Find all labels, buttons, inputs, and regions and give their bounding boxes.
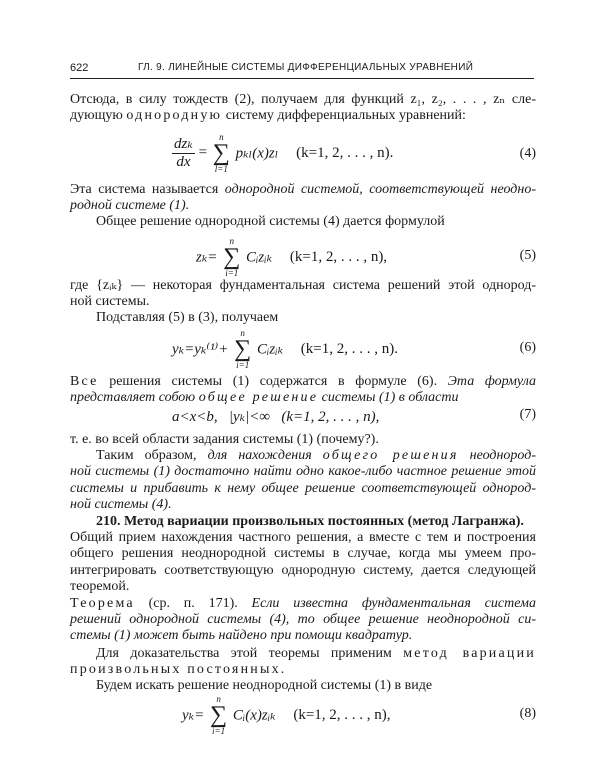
summation-sign: n ∑ i=1 (210, 694, 228, 736)
equation-8: yₖ= n ∑ i=1 Cᵢ(x)zᵢₖ (k=1, 2, . . . , n), (8) (182, 694, 536, 736)
text-line: ной системы (4). (70, 496, 172, 512)
running-header (70, 60, 534, 76)
summation-sign: n ∑ i=1 (234, 328, 252, 370)
page-number: 622 (70, 62, 89, 74)
text-line: ной системы (1) достаточно найти одно какое-либо частное решение этой (70, 464, 536, 480)
text-line: Теорема (ср. п. 171). Если известна фундаментальная система (70, 596, 536, 611)
equation-number: (8) (519, 706, 536, 721)
equation-6: yₖ=yₖ⁽¹⁾+ n ∑ i=1 Cᵢzᵢₖ (k=1, 2, . . . , n). (6) (172, 328, 536, 370)
theorem (70, 596, 536, 645)
text-line: общего решения неоднородной системы в случае, когда мы умеем про- (70, 546, 536, 562)
section-210 (70, 514, 536, 595)
equation-7: a<x<b, |yₖ|<∞ (k=1, 2, . . . , n), (7) (172, 407, 536, 425)
text-line: стемы (1) может быть найдено при помощи квадратур. (70, 628, 413, 644)
text-line: Подставляя (5) в (3), получаем (96, 310, 279, 326)
text-line: родной системе (1). (70, 198, 190, 214)
running-title: ГЛ. 9. ЛИНЕЙНЫЕ СИСТЕМЫ ДИФФЕРЕНЦИАЛЬНЫХ УРАВНЕНИЙ (138, 62, 474, 73)
derivative-fraction: $\frac{\text{dzₖ}}{dx}$ (174, 135, 193, 170)
text-line: Эта система называется однородной системой, соответствующей неодно- (70, 182, 536, 197)
paragraph-all-solutions (70, 374, 536, 406)
paragraph-homogeneous (70, 182, 536, 231)
paragraph-intro (70, 92, 536, 124)
equation-4: $\frac{\text{dzₖ}}{dx}$ = n ∑ l=1 pₖₗ(x)zₗ (k=1, 2, . . . , n). (4) (174, 132, 536, 174)
summation-sign: n ∑ i=1 (223, 236, 241, 278)
equation-number: (5) (519, 248, 536, 263)
text-line: т. е. во всей области задания системы (1) (почему?). (70, 432, 379, 447)
equation-number: (6) (519, 340, 536, 355)
text-line: дующую однородную систему дифференциальных уравнений: (70, 108, 466, 124)
proof-intro (70, 646, 536, 695)
paragraph-conclusion (70, 432, 536, 513)
text-line: Для доказательства этой теоремы применим метод вариации (96, 646, 536, 661)
text-line: ной системы. (70, 294, 150, 310)
text-line: системы и прибавить к нему общее решение соответствующей однород- (70, 480, 536, 496)
text-line: представляет собою общее решение системы (1) в области (70, 390, 459, 406)
text-line: решений однородной системы (4), то общее решение неоднородной си- (70, 612, 536, 628)
summation-sign: n ∑ l=1 (212, 132, 230, 174)
text-line: Отсюда, в силу тождеств (2), получаем для функций z₁, z₂, . . . , zₙ сле- (70, 92, 536, 107)
text-line: произвольных постоянных. (70, 662, 285, 678)
equation-number: (4) (519, 146, 536, 161)
theorem-label: Теорема (70, 596, 135, 611)
text-line: Общий прием нахождения частного решения, а вместе с тем и построения (70, 530, 536, 546)
section-heading: 210. Метод вариации произвольных постоянных (метод Лагранжа). (96, 514, 524, 529)
equation-number: (7) (519, 407, 536, 422)
text-line: Все решения системы (1) содержатся в формуле (6). Эта формула (70, 374, 536, 389)
header-rule (70, 78, 534, 79)
text-line: Будем искать решение неоднородной системы (1) в виде (96, 678, 433, 694)
text-line: где {zᵢₖ} — некоторая фундаментальная система решений этой однород- (70, 278, 536, 293)
text-line: Общее решение однородной системы (4) дается формулой (96, 214, 445, 230)
paragraph-fundamental (70, 278, 536, 327)
equation-5: zₖ= n ∑ i=1 Cᵢzᵢₖ (k=1, 2, . . . , n), (5) (196, 236, 536, 278)
text-line: Таким образом, для нахождения общего решения неоднород- (96, 448, 536, 464)
text-line: интегрировать соответствующую однородную систему, дается следующей (70, 562, 536, 578)
text-line: теоремой. (70, 578, 130, 594)
